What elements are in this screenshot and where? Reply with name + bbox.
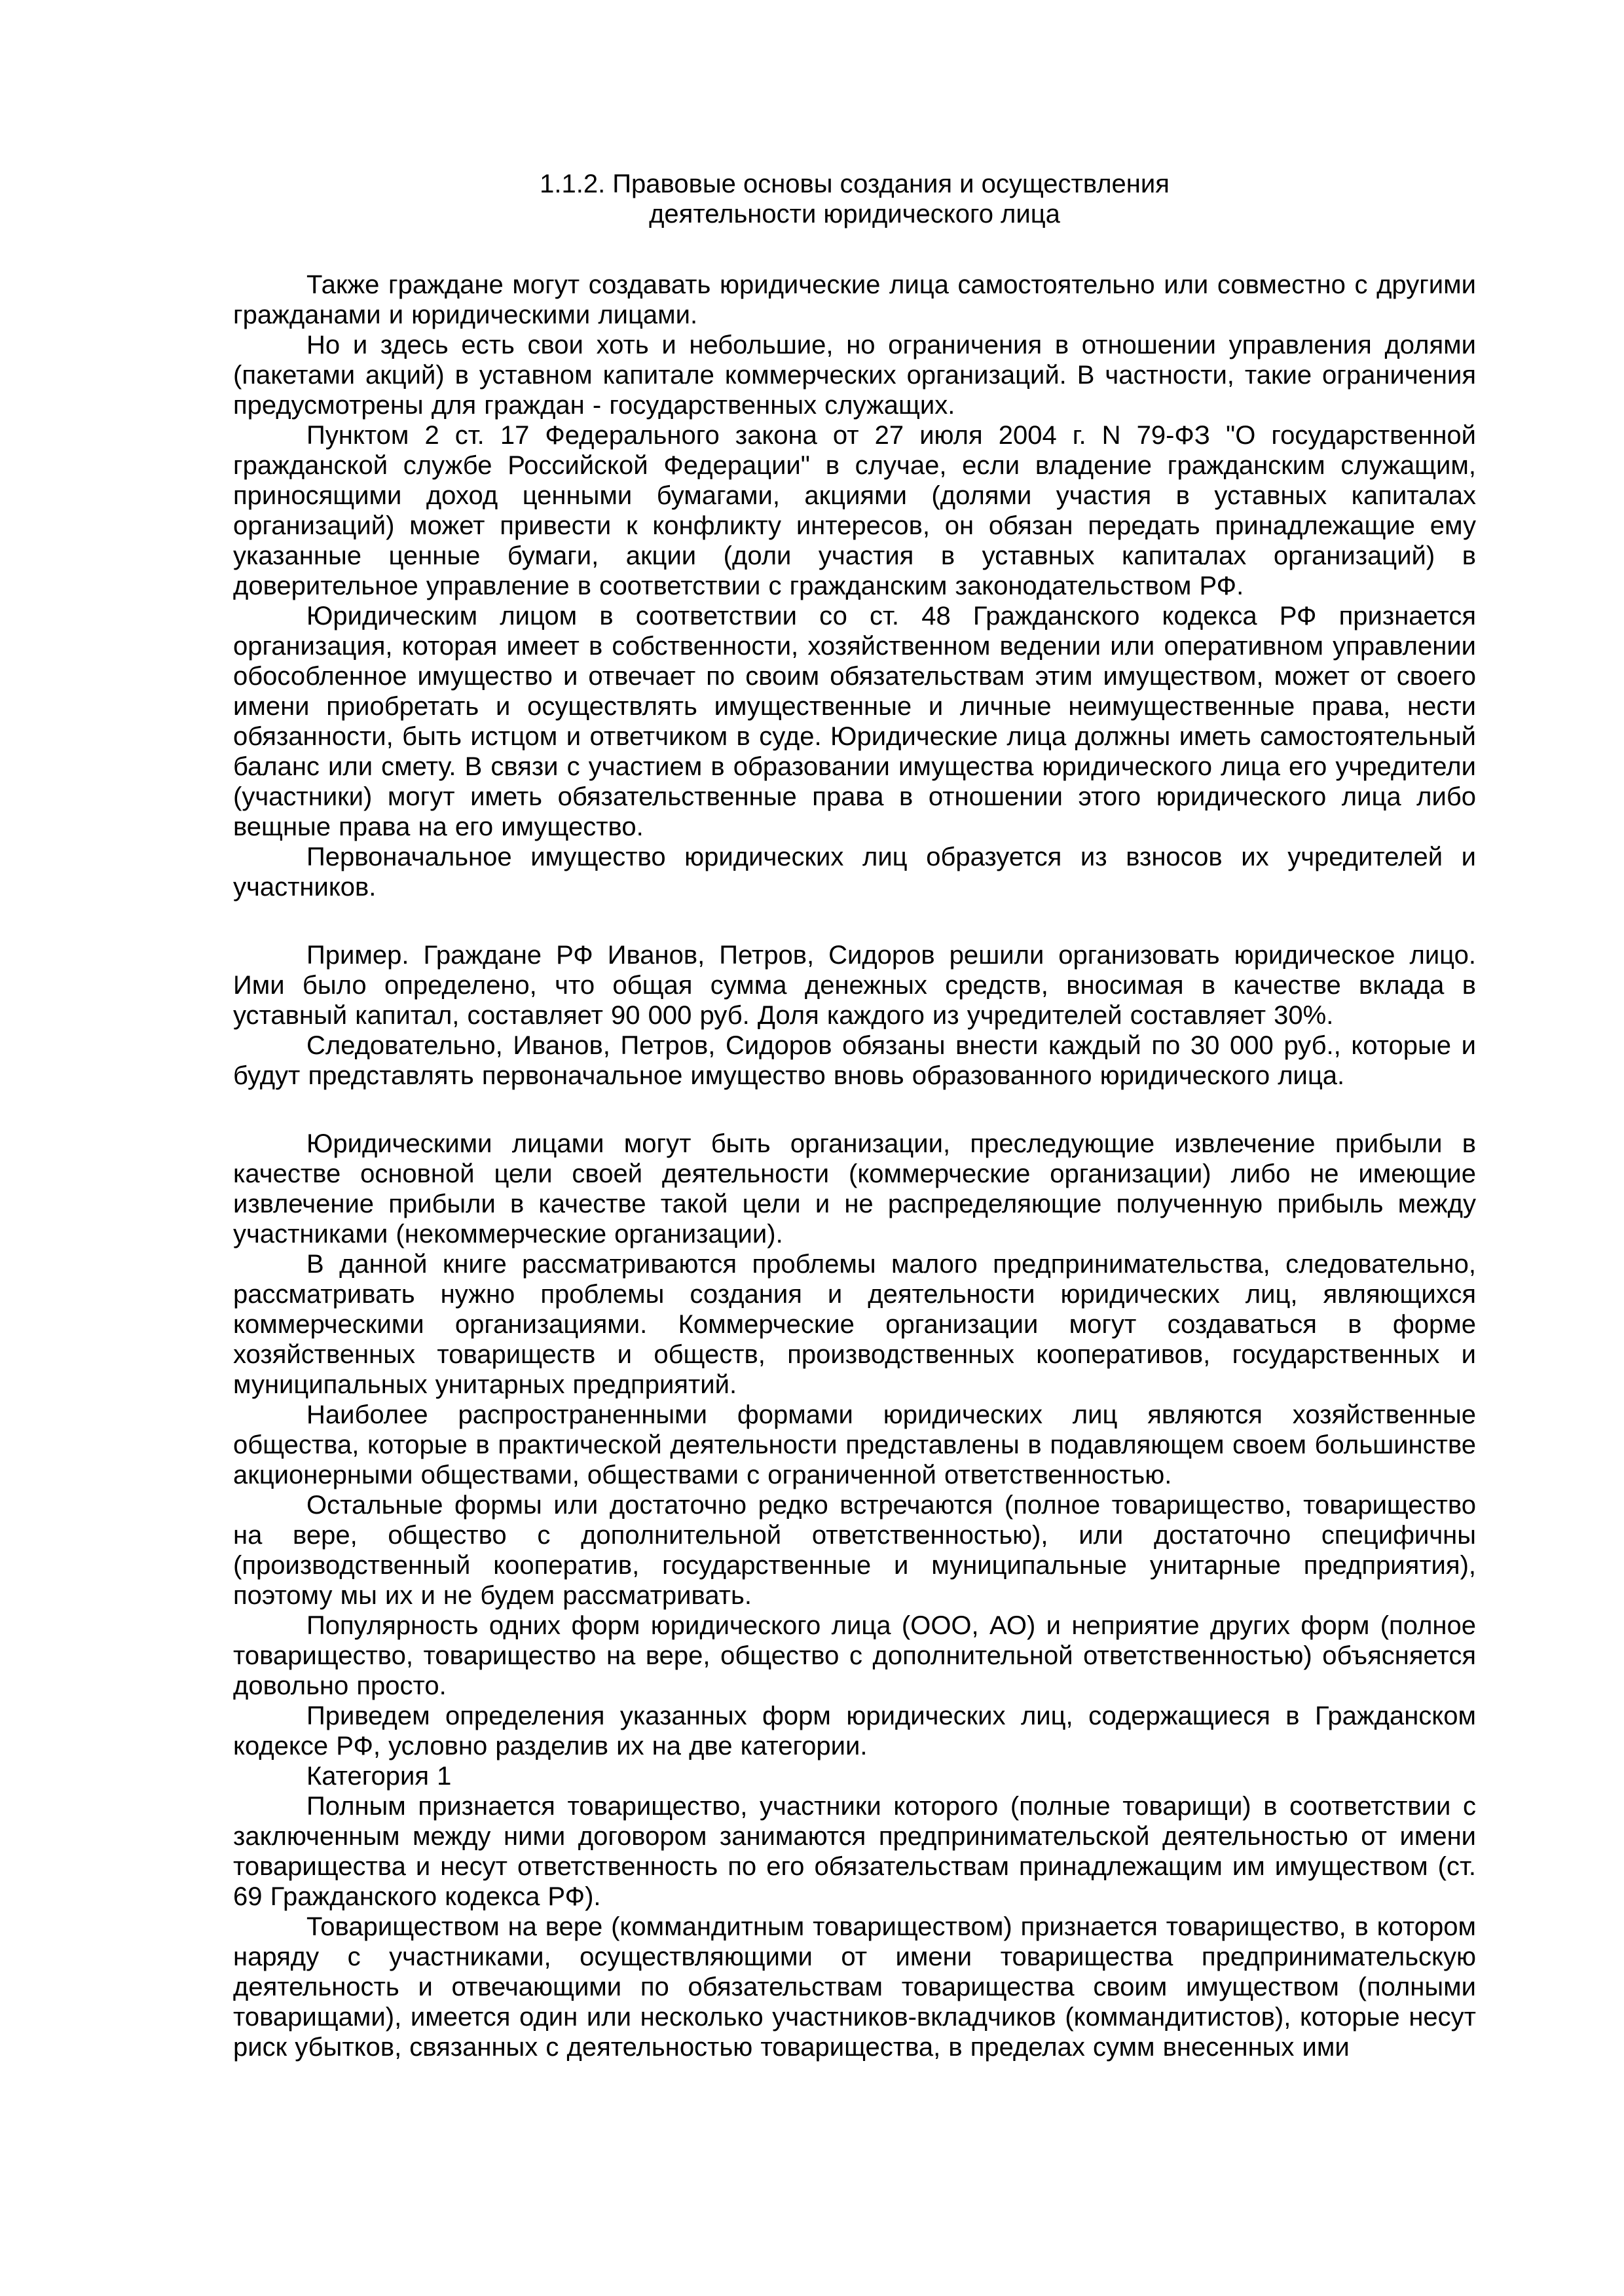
paragraph: Но и здесь есть свои хоть и небольшие, но ограничения в отношении управления долями (пакетами акций) в уставном капитале коммерческих организаций. В частности, такие ограничения предусмотрены для граждан - государственных служащих. <box>233 331 1476 420</box>
paragraph: Популярность одних форм юридического лица (ООО, АО) и неприятие других форм (полное товарищество, товарищество на вере, общество с дополнительной ответственностью) объясняется довольно просто. <box>233 1611 1476 1700</box>
section-title-line-1: 1.1.2. Правовые основы создания и осуществления <box>540 170 1170 198</box>
paragraph: Полным признается товарищество, участники которого (полные товарищи) в соответствии с заключенным между ними договором занимаются предпринимательской деятельностью от имени товарищества и несут ответственность по его обязательствам принадлежащим им имуществом (ст. 69 Гражданского кодекса РФ). <box>233 1792 1476 1911</box>
section-title-line-2: деятельности юридического лица <box>649 200 1060 228</box>
paragraph: Приведем определения указанных форм юридических лиц, содержащиеся в Гражданском кодексе РФ, условно разделив их на две категории. <box>233 1702 1476 1760</box>
paragraph: Наиболее распространенными формами юридических лиц являются хозяйственные общества, которые в практической деятельности представлены в подавляющем своем большинстве акционерными обществами, обществами с ограниченной ответственностью. <box>233 1400 1476 1489</box>
paragraph: Категория 1 <box>306 1762 452 1791</box>
paragraph: Первоначальное имущество юридических лиц образуется из взносов их учредителей и участников. <box>233 843 1476 902</box>
document-body <box>233 270 1476 2062</box>
paragraph-gap <box>233 1091 1476 1129</box>
paragraph: Товариществом на вере (коммандитным товариществом) признается товарищество, в котором наряду с участниками, осуществляющими от имени товарищества предпринимательскую деятельность и отвечающими по обязательствам товарищества своим имуществом (полными товарищами), имеется один или несколько участников-вкладчиков (коммандитистов), которые несут риск убытков, связанных с деятельностью товарищества, в пределах сумм внесенных ими <box>233 1912 1476 2062</box>
paragraph: Остальные формы или достаточно редко встречаются (полное товарищество, товарищество на вере, общество с дополнительной ответственностью), или достаточно специфичны (производственный кооператив, государственные и муниципальные унитарные предприятия), поэтому мы их и не будем рассматривать. <box>233 1491 1476 1610</box>
paragraph: Пример. Граждане РФ Иванов, Петров, Сидоров решили организовать юридическое лицо. Ими было определено, что общая сумма денежных средств, вносимая в качестве вклада в уставный капитал, составляет 90 000 руб. Доля каждого из учредителей составляет 30%. <box>233 941 1476 1030</box>
paragraph: Пунктом 2 ст. 17 Федерального закона от 27 июля 2004 г. N 79-ФЗ "О государственной гражданской службе Российской Федерации" в случае, если владение гражданским служащим, приносящими доход ценными бумагами, акциями (долями участия в уставных капиталах организаций) может привести к конфликту интересов, он обязан передать принадлежащие ему указанные ценные бумаги, акции (доли участия в уставных капиталах организаций) в доверительное управление в соответствии с гражданским законодательством РФ. <box>233 421 1476 600</box>
paragraph-gap <box>233 902 1476 940</box>
paragraph: Также граждане могут создавать юридические лица самостоятельно или совместно с другими гражданами и юридическими лицами. <box>233 270 1476 329</box>
paragraph: Юридическими лицами могут быть организации, преследующие извлечение прибыли в качестве основной цели своей деятельности (коммерческие организации) либо не имеющие извлечение прибыли в качестве такой цели и не распределяющие полученную прибыль между участниками (некоммерческие организации). <box>233 1129 1476 1248</box>
section-title <box>233 169 1476 229</box>
paragraph: Юридическим лицом в соответствии со ст. 48 Гражданского кодекса РФ признается организация, которая имеет в собственности, хозяйственном ведении или оперативном управлении обособленное имущество и отвечает по своим обязательствам этим имуществом, может от своего имени приобретать и осуществлять имущественные и личные неимущественные права, нести обязанности, быть истцом и ответчиком в суде. Юридические лица должны иметь самостоятельный баланс или смету. В связи с участием в образовании имущества юридического лица его учредители (участники) могут иметь обязательственные права в отношении этого юридического лица либо вещные права на его имущество. <box>233 602 1476 841</box>
paragraph: В данной книге рассматриваются проблемы малого предпринимательства, следовательно, рассматривать нужно проблемы создания и деятельности юридических лиц, являющихся коммерческими организациями. Коммерческие организации могут создаваться в форме хозяйственных товариществ и обществ, производственных кооперативов, государственных и муниципальных унитарных предприятий. <box>233 1250 1476 1399</box>
paragraph: Следовательно, Иванов, Петров, Сидоров обязаны внести каждый по 30 000 руб., которые и будут представлять первоначальное имущество вновь образованного юридического лица. <box>233 1031 1476 1090</box>
